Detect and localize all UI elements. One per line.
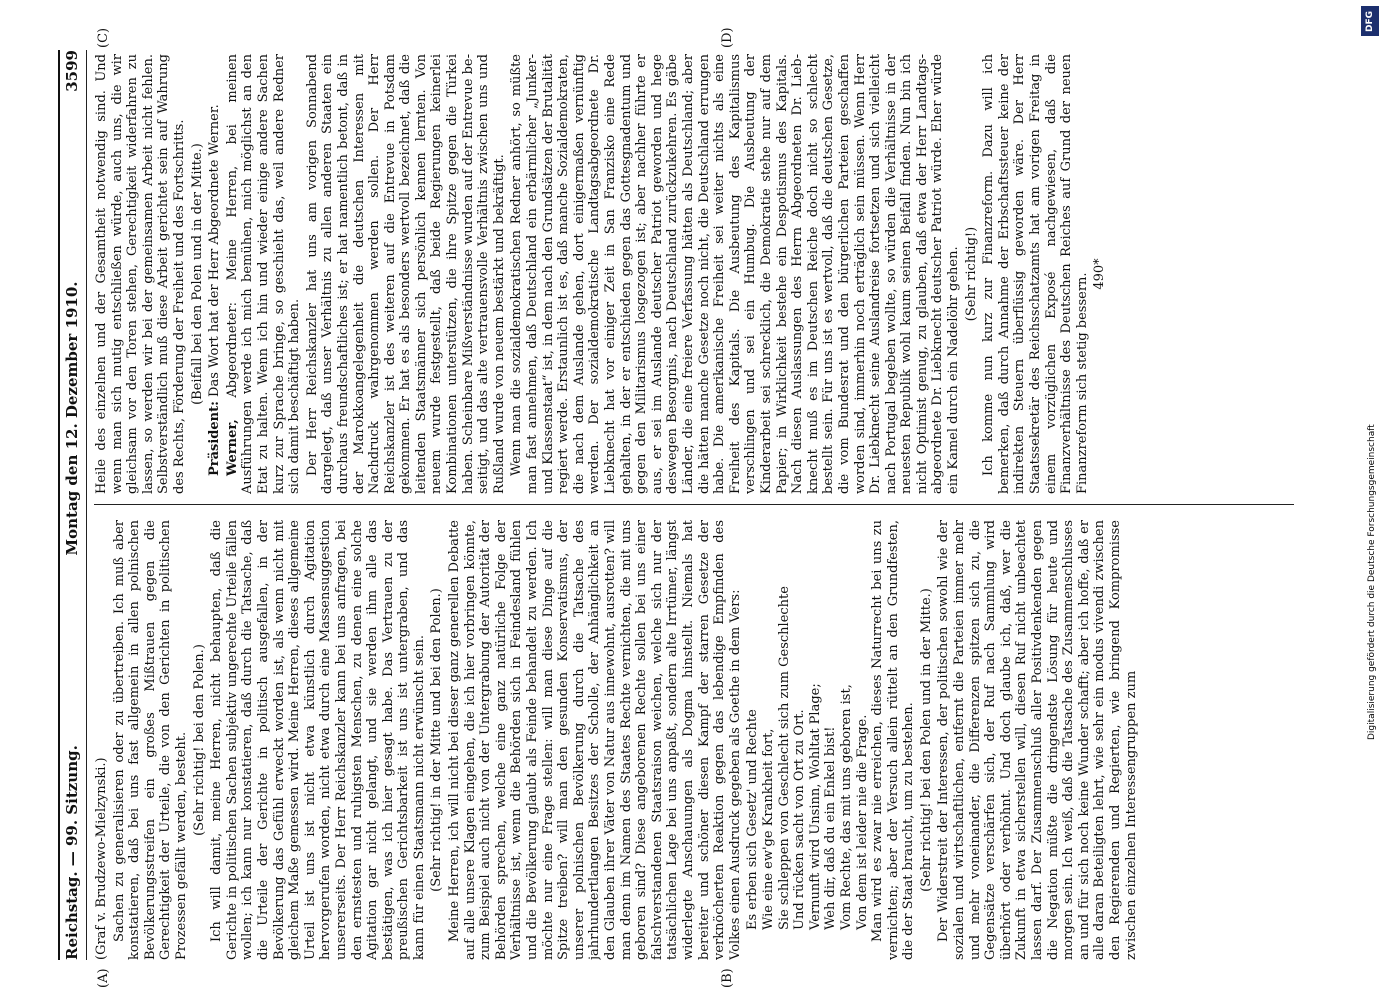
- speaker-line: (Graf v. Brudzewo-Mielzynski.): [94, 757, 109, 960]
- verse-line: Weh dir, daß du ein Enkel bist!: [823, 726, 839, 930]
- paragraph: Man wird es zwar nie erreichen, dieses Naturrecht bei uns zu vernichten; aber der Versuch allein rüttelt an den Grundfesten, die der Staat braucht, um zu bestehen.: [870, 520, 917, 960]
- verse-line: Es erben sich Gesetz' und Rechte: [745, 709, 761, 930]
- header-date: Montag den 12. Dezember 1910.: [63, 281, 82, 556]
- margin-mark-a: (A): [96, 968, 111, 988]
- header-left: Reichstag. — 99. Sitzung.: [63, 745, 82, 960]
- interjection: (Sehr richtig!): [963, 226, 979, 322]
- werner-text: Abgeordneter: Meine Herren, bei meinen Ausführungen werde ich mich bemühen, mich möglichst an den Etat zu halten. Wenn ich hin und wieder einige andere Sachen kurz zur Sprache bringe, so geschieht das, weil andere Redner sich damit beschäftigt haben.: [224, 54, 303, 494]
- interjection: (Beifall bei den Polen und in der Mitte.): [189, 143, 205, 405]
- werner-statement: [225, 54, 303, 494]
- column-divider: [94, 504, 1294, 505]
- paragraph: Meine Herren, ich will nicht bei dieser ganz generellen Debatte auf alle unsere Klagen eingehen, die ich hier vorbringen könnte, zum Beispiel auch nicht von der Untergrabung der Autorität der Behörden sprechen, welche eine ganz natürliche Folge der Verhältnisse ist, wenn die Behörden sich in Feindesland fühlen und die Bevölkerung glaubt als Feinde behandelt zu werden. Ich möchte nur eine Frage stellen: will man diese Dinge auf die Spitze treiben? will man den gesunden Konservatismus, der unserer polnischen Bevölkerung durch die Tatsache des jahrhundertlangen Besitzes der Scholle, der Anhänglichkeit an den Glauben ihrer Väter von Natur aus innewohnt, ausrotten? will man denn im Namen des Staates Rechte vernichten, die mit uns geboren sind? Diese angeborenen Rechte sollen bei uns einer falschverstandenen Staatsraison weichen, welche sich nur der tatsächlichen Lage bei uns anpaßt, sondern alte Irrtümer, längst widerlegte Anschauungen als Dogma hinstellt. Niemals hat bereiter und schöner diesen Kampf der starren Gesetze der verknöcherten Reaktion gegen das lebendige Empfinden des Volkes einen Ausdruck gegeben als Goethe in dem Vers:: [447, 520, 743, 960]
- left-column: [94, 520, 1294, 960]
- scanned-page: [60, 27, 1320, 988]
- scanned-page-frame: [58, 27, 1320, 988]
- dfg-logo: DFG: [1361, 6, 1379, 36]
- president-label: Präsident:: [207, 401, 223, 476]
- paragraph: Der Widerstreit der Interessen, der politischen sowohl wie der sozialen und wirtschaftlichen, entfernt die Parteien immer mehr und mehr voneinander, die Differenzen spitzen sich zu, die Gegensätze verschärfen sich, der Ruf nach Sammlung wird überhört oder verhöhnt. Und doch glaube ich, daß, wer die Zukunft in etwa sicherstellen will, diesen Ruf nicht unbeachtet lassen darf. Der Zusammenschluß aller Positivdenkenden gegen die Negation müßte die dringendste Lösung für heute und morgen sein. Ich weiß, daß die Tatsache des Zusammenschlusses an und für sich noch keine Wunder schafft; aber ich hoffe, daß er alle daran Beteiligten lehrt, wie sehr ein modus vivendi zwischen den Regierenden und Regierten, wie bringend Kompromisse zwischen einzelnen Interessengruppen zum: [936, 520, 1139, 960]
- verse-line: Vernunft wird Unsinn, Wohltat Plage;: [807, 683, 823, 930]
- paragraph: Heile des einzelnen und der Gesamtheit notwendig sind. Und wenn man sich mutig entschließen würde, auch uns, die wir gleichsam vor den Toren stehen, Gerechtigkeit widerfahren zu lassen, so werden wir bei der gemeinsamen Arbeit nicht fehlen. Selbstverständlich muß diese Arbeit gerichtet sein auf Wahrung des Rechts, Förderung der Freiheit und des Fortschritts.: [94, 54, 187, 494]
- verse-line: Wie eine ew'ge Krankheit fort,: [760, 728, 776, 930]
- verse-line: Sie schleppen von Geschlecht sich zum Geschlechte: [776, 586, 792, 930]
- margin-mark-d: (D): [720, 27, 735, 48]
- verse-line: Und rücken sacht von Ort zu Ort.: [792, 709, 808, 930]
- margin-mark-c: (C): [96, 27, 111, 48]
- paragraph: Sachen zu generalisieren oder zu übertreiben. Ich muß aber konstatieren, daß bei uns fast allgemein in allen polnischen Bevölkerungsstreifen ein großes Mißtrauen gegen die Gerechtigkeit der Urteile, die von den Gerichten in politischen Prozessen gefällt werden, besteht.: [111, 520, 189, 960]
- verse-line: Von dem ist leider nie die Frage.: [854, 714, 870, 930]
- right-column: [94, 54, 1294, 494]
- president-text: Das Wort hat der Herr Abgeordnete Werner.: [207, 104, 223, 397]
- digitization-sidebar: [1357, 0, 1383, 1000]
- paragraph: Ich will damit, meine Herren, nicht behaupten, daß die Gerichte in politischen Sachen subjektiv ungerechte Urteile fällen wollen; ich kann nur konstatieren, daß durch die Tatsache, daß die Urteile der Gerichte in politisch ausgefallen, in der Bevölkerung das Gefühl erweckt worden ist, als wenn nicht mit gleichem Maße gemessen wird. Meine Herren, dieses allgemeine Urteil ist uns ist nicht etwa künstlich durch Agitation hervorgerufen worden, nicht etwa durch eine Massensuggestion unsererseits. Der Herr Reichskanzler kann bei uns anfragen, bei den ernstesten und ruhigsten Menschen, zu denen eine solche Agitation gar nicht gelangt, und sie werden ihm alle das bestätigen, was ich hier gesagt habe. Das Vertrauen zu der preußischen Gerichtsbarkeit ist uns ist untergraben, und das kann für einen Staatsmann nicht erwünscht sein.: [209, 520, 427, 960]
- president-statement: [207, 54, 223, 494]
- footer-number: 490*: [1092, 258, 1108, 290]
- interjection: (Sehr richtig! in der Mitte und bei den Polen.): [429, 588, 445, 892]
- verse-line: Vom Rechte, das mit uns geboren ist,: [838, 684, 854, 930]
- interjection: (Sehr richtig! bei den Polen.): [191, 644, 207, 836]
- margin-mark-b: (B): [720, 968, 735, 988]
- paragraph: Wenn man die sozialdemokratischen Redner anhört, so müßte man fast annehmen, daß Deutschland ein erbärmlicher „Junker- und Klassenstaat“ ist, in dem nach den Grundsätzen der Brutalität regiert werde. Erstaunlich ist es, daß manche Sozialdemokraten, die nach dem Auslande gehen, dort einigermaßen vernünftig werden. Der sozialdemokratische Landtagsabgeordnete Dr. Liebknecht hat vor einiger Zeit in San Franzisko eine Rede gehalten, in der er entschieden gegen das Gottesgnadentum und gegen den Militarismus losgezogen ist; aber nachher führte er aus, er sei im Auslande deutscher Patriot geworden und hege deswegen Besorgnis, nach Deutschland zurückzukehren. Es gäbe Länder, die eine freiere Verfassung hätten als Deutschland; aber die hätten manche Gesetze noch nicht, die Deutschland errungen habe. Die amerikanische Freiheit sei weiter nichts als eine Freiheit des Kapitals. Die Ausbeutung des Kapitalismus verschlingen und sei ein Humbug. Die Ausbeutung der Kinderarbeit sei schrecklich, die Demokratie stehe nur auf dem Papier; in Wirklichkeit bestehe ein Despotismus des Kapitals. Nach diesen Auslassungen des Herrn Abgeordneten Dr. Liebknecht muß es im Deutschen Reiche doch nicht so schlecht bestellt sein. Für uns ist es wertvoll, daß die deutschen Gesetze, die vom Bundesrat und den bürgerlichen Parteien geschaffen worden sind, immerhin noch erträglich sein müssen. Wenn Herr Dr. Liebknecht seine Auslandreise fortsetzen und sich vielleicht nach Portugal begeben wollte, so würden die Verhältnisse in der neuesten Republik wohl kaum seinen Beifall finden. Nun bin ich nicht Optimist genug, zu glauben, daß etwa der Herr Landtagsabgeordnete Dr. Liebknecht deutscher Patriot würde. Eher würde ein Kamel durch ein Nadelöhr gehen.: [509, 54, 962, 494]
- paragraph: Der Herr Reichskanzler hat uns am vorigen Sonnabend dargelegt, daß unser Verhältnis zu allen anderen Staaten ein durchaus freundschaftliches ist; er hat namentlich betont, daß in der Marokkoangelegenheit die deutschen Interessen mit Nachdruck wahrgenommen werden sollen. Der Herr Reichskanzler ist des weiteren auf die Entrevue in Potsdam gekommen. Er hat es als besonders wertvoll bezeichnet, daß die leitenden Staatsmänner sich persönlich kennen lernten. Von neuem wurde festgestellt, daß beide Regierungen keinerlei Kombinationen unterstützen, die ihre Spitze gegen die Türkei haben. Scheinbare Mißverständnisse wurden auf der Entrevue beseitigt, und das alte vertrauensvolle Verhältnis zwischen uns und Rußland wurde von neuem bestärkt und bekräftigt.: [304, 54, 507, 494]
- werner-label: Werner,: [224, 419, 240, 476]
- paragraph: Ich komme nun kurz zur Finanzreform. Dazu will ich bemerken, daß durch Annahme der Erbschaftssteuer keine der indirekten Steuern überflüssig geworden wäre. Der Herr Staatssekretär des Reichsschatzamts hat am vorigen Freitag in einem vorzüglichen Exposé nachgewiesen, daß die Finanzverhältnisse des Deutschen Reiches auf Grund der neuen Finanzreform sich stetig bessern.: [981, 54, 1090, 494]
- page-number: 3599: [63, 50, 82, 92]
- page-header: [60, 50, 87, 960]
- digitization-notice: Digitalisierung gefördert durch die Deutsche Forschungsgemeinschaft: [1367, 424, 1377, 740]
- interjection: (Sehr richtig! bei den Polen und in der Mitte.): [918, 588, 934, 892]
